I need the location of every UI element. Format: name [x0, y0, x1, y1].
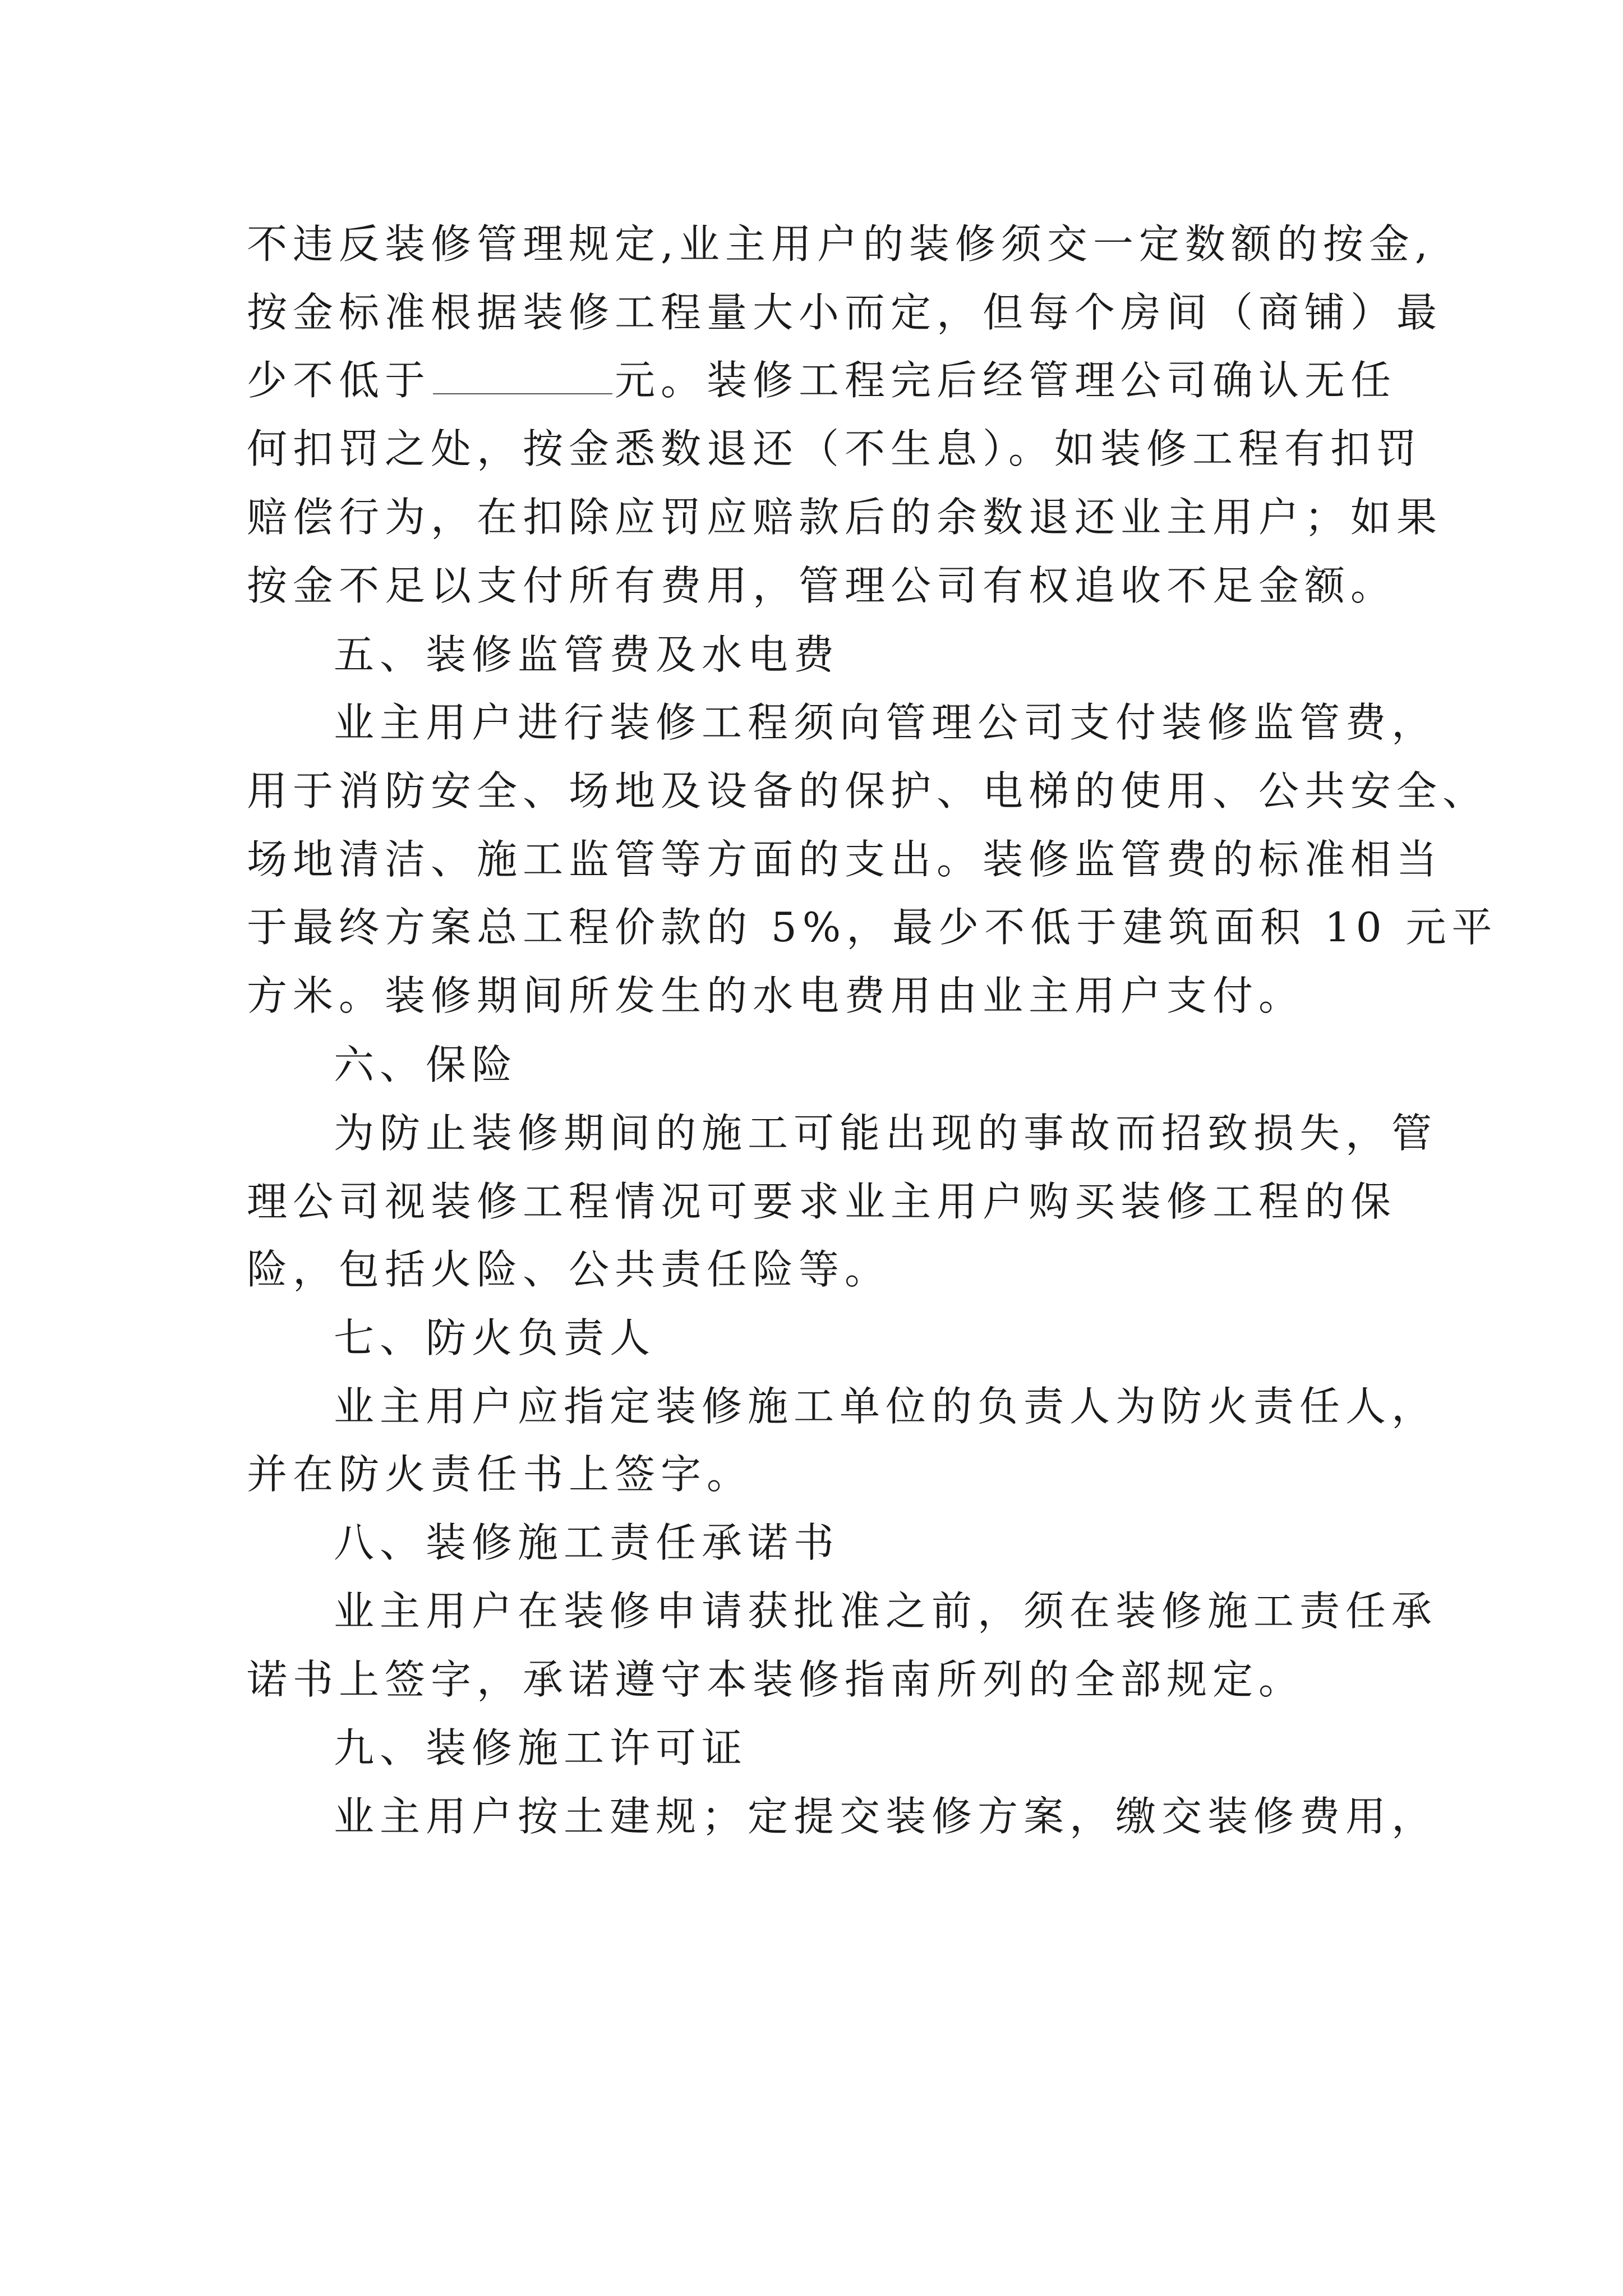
paragraph-line [247, 352, 1396, 408]
paragraph-line: 按金不足以支付所有费用，管理公司有权追收不足金额。 [247, 562, 1397, 609]
paragraph-line: 不违反装修管理规定,业主用户的装修须交一定数额的按金, [247, 220, 1433, 268]
paragraph-line: 方米。装修期间所发生的水电费用由业主用户支付。 [247, 972, 1305, 1019]
paragraph-line: 理公司视装修工程情况可要求业主用户购买装修工程的保 [247, 1178, 1397, 1225]
paragraph-line: 为防止装修期间的施工可能出现的事故而招致损失，管 [334, 1110, 1438, 1157]
paragraph-line: 业主用户按土建规；定提交装修方案，缴交装修费用， [334, 1793, 1438, 1840]
paragraph-line: 业主用户在装修申请获批准之前，须在装修施工责任承 [334, 1588, 1438, 1635]
paragraph-text: 元。装修工程完后经管理公司确认无任 [615, 357, 1397, 404]
paragraph-line: 场地清洁、施工监管等方面的支出。装修监管费的标准相当 [247, 836, 1443, 883]
paragraph-line: 并在防火责任书上签字。 [247, 1451, 753, 1498]
paragraph-line: 诺书上签字，承诺遵守本装修指南所列的全部规定。 [247, 1656, 1305, 1703]
paragraph-line: 业主用户应指定装修施工单位的负责人为防火责任人， [334, 1383, 1438, 1430]
paragraph-line: 于最终方案总工程价款的 5%，最少不低于建筑面积 10 元平 [247, 904, 1498, 951]
paragraph-line: 按金标准根据装修工程量大小而定，但每个房间（商铺）最 [247, 289, 1443, 336]
section-heading: 八、装修施工责任承诺书 [334, 1519, 840, 1566]
fill-in-blank [433, 354, 612, 394]
paragraph-line: 险，包括火险、公共责任险等。 [247, 1246, 891, 1293]
section-heading: 九、装修施工许可证 [334, 1724, 748, 1772]
paragraph-line: 何扣罚之处，按金悉数退还（不生息）。如装修工程有扣罚 [247, 425, 1423, 472]
paragraph-line: 业主用户进行装修工程须向管理公司支付装修监管费， [334, 699, 1438, 746]
section-heading: 六、保险 [334, 1041, 518, 1088]
section-heading: 五、装修监管费及水电费 [334, 631, 840, 678]
section-heading: 七、防火负责人 [334, 1314, 656, 1361]
paragraph-line: 用于消防安全、场地及设备的保护、电梯的使用、公共安全、 [247, 767, 1489, 815]
paragraph-line: 赔偿行为，在扣除应罚应赔款后的余数退还业主用户；如果 [247, 494, 1443, 541]
paragraph-text: 少不低于 [247, 357, 431, 404]
